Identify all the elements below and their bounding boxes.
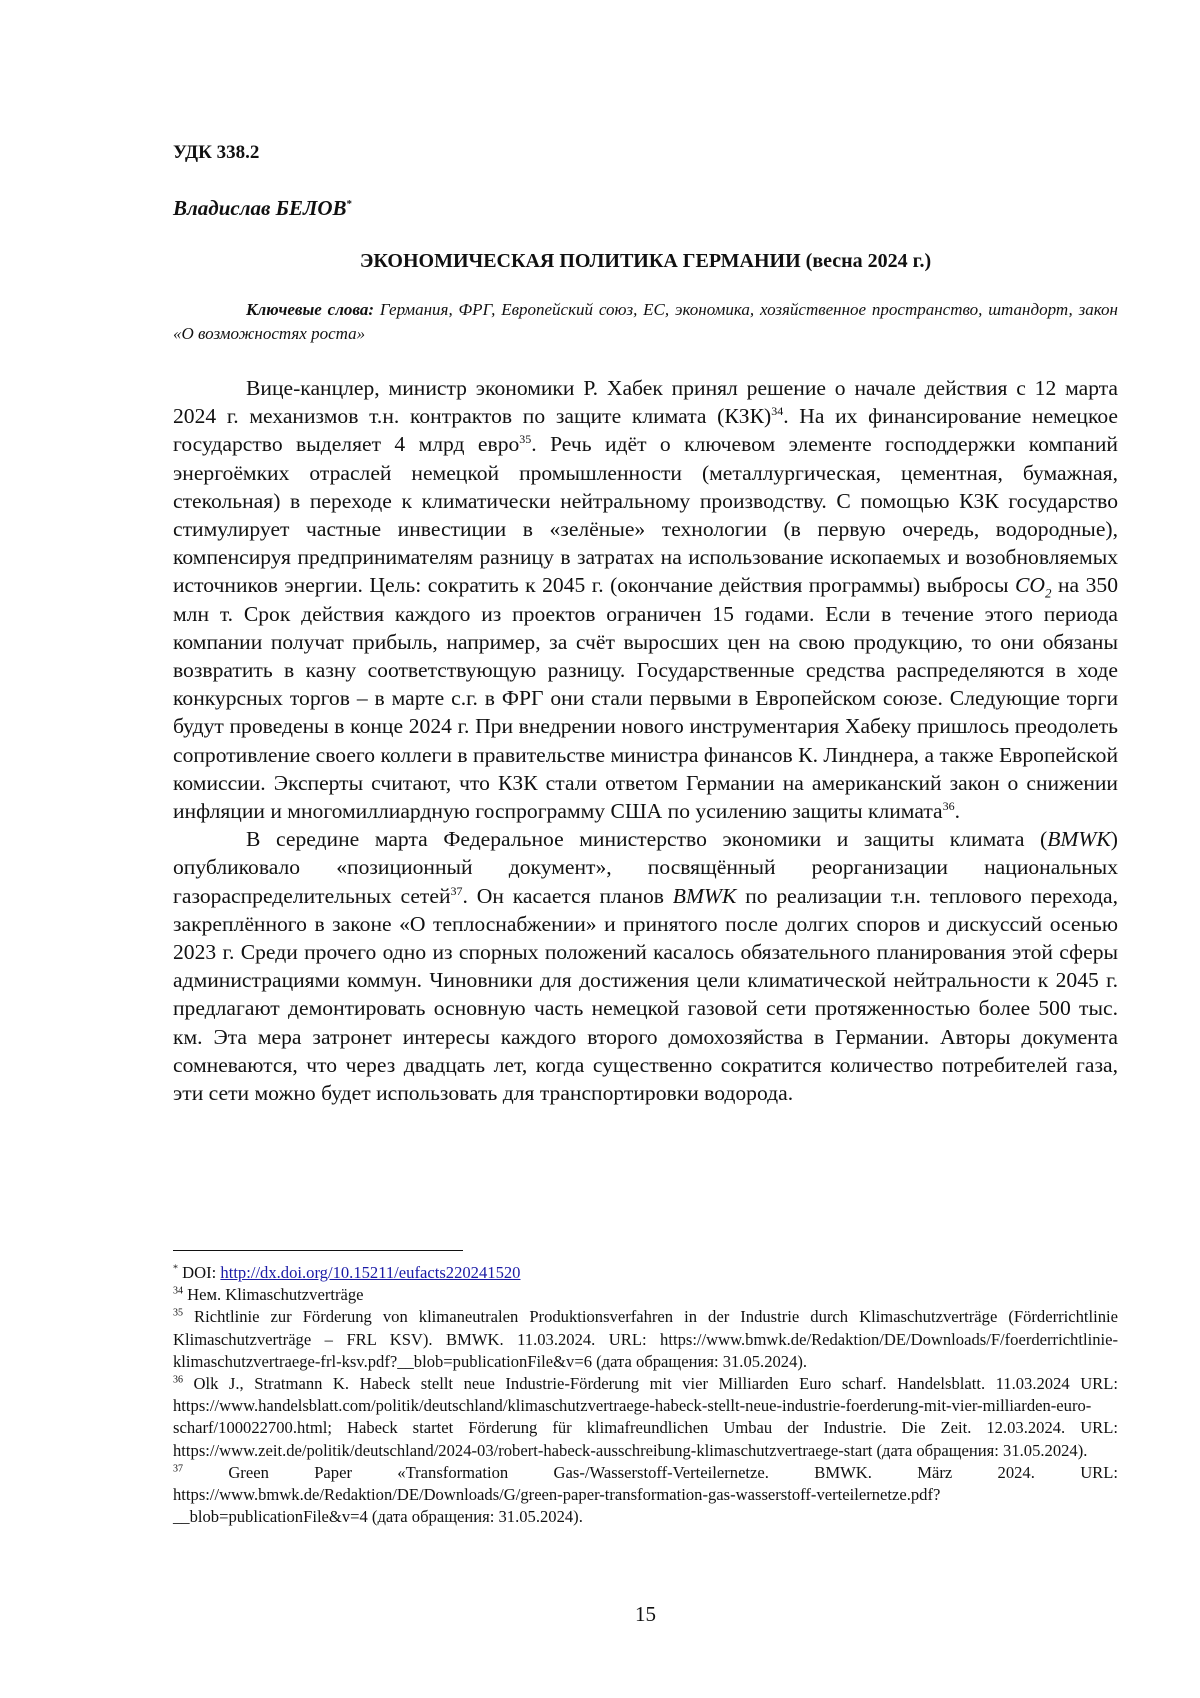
doi-link[interactable]: http://dx.doi.org/10.15211/eufacts220241520 [220,1263,521,1282]
paragraph-2 [173,825,1118,1107]
keywords [173,298,1118,346]
footnote-doi [173,1262,1118,1284]
co2-subscript: 2 [1045,585,1052,601]
p2-text-a: В середине марта Федеральное министерство экономики и защиты климата ( [246,827,1048,852]
p1-text-b: . На их финансирование немецкое государство выделяет 4 млрд евро [173,404,1118,457]
keywords-label: Ключевые слова: [246,300,375,319]
footnote-divider [173,1250,463,1251]
page-number: 15 [635,1602,656,1626]
doi-label: DOI: [178,1263,221,1282]
footnote-ref-35: 35 [519,432,532,447]
author-name [173,196,352,221]
bmwk-abbr: BMWK [672,883,737,908]
author-text: Владислав БЕЛОВ [173,196,347,220]
footnote-36 [173,1373,1118,1462]
footnote-37-mark: 37 [173,1463,183,1475]
p1-text-c: . Речь идёт о ключевом элементе господдержки компаний энергоёмких отраслей немецкой промышленности (металлургическая, цементная, бумажная, стекольная) в переходе к климатически нейтральному производству. С помощью КЗК государство стимулирует частные инвестиции в «зелёные» технологии (в первую очередь, водородные), компенсируя предпринимателям разницу в затратах на использование ископаемых и возобновляемых источников энергии. Цель: сократить к 2045 г. (окончание действия программы) выбросы [173,432,1118,598]
p1-text-e: . [954,799,961,824]
co2-symbol: CO [1015,573,1046,598]
footnote-36-text: Olk J., Stratmann K. Habeck stellt neue Industrie-Förderung mit vier Milliarden Euro scharf. Handelsblatt. 11.03.2024 URL: https://www.handelsblatt.com/politik/deutschland/klimaschutzvertraege-habeck-stellt-neue-industrie-foerderung-mit-vier-milliarden-euro-scharf/100022700.html; Habeck startet Förderung für klimafreundlichen Umbau der Industrie. Die Zeit. 12.03.2024. URL: https://www.zeit.de/politik/deutschland/2024-03/robert-habeck-ausschreibung-klimaschutzvertraege-start (дата обращения: 31.05.2024). [173,1374,1118,1460]
footnote-35-mark: 35 [173,1307,183,1319]
doi-mark: * [173,1263,178,1275]
p2-text-c: . Он касается планов [462,883,673,908]
footnote-34-mark: 34 [173,1285,183,1297]
p2-text-d: по реализации т.н. теплового перехода, закреплённого в законе «О теплоснабжении» и принятого после долгих споров и дискуссий осенью 2023 г. Среди прочего одно из спорных положений касалось обязательного планирования этой сферы администрациями коммун. Чиновники для достижения цели климатической нейтральности к 2045 г. предлагают демонтировать основную часть немецкой газовой сети протяженностью более 500 тыс. км. Эта мера затронет интересы каждого второго домохозяйства в Германии. Авторы документа сомневаются, что через двадцать лет, когда существенно сократится количество потребителей газа, эти сети можно будет использовать для транспортировки водорода. [173,883,1119,1106]
footnote-34-text: Нем. Klimaschutzverträge [183,1285,364,1305]
author-footnote-mark: * [346,198,353,210]
p1-text-a: Вице-канцлер, министр экономики Р. Хабек принял решение о начале действия с 12 марта 2024 г. механизмов т.н. контрактов по защите климата (КЗК) [173,376,1118,429]
footnote-34 [173,1284,1118,1306]
article-body [173,374,1118,1107]
footnote-37-text: Green Paper «Transformation Gas-/Wasserstoff-Verteilernetze. BMWK. März 2024. URL: https://www.bmwk.de/Redaktion/DE/Downloads/G/green-paper-transformation-gas-wasserstoff-verteilernetze.pdf?__blob=publicationFile&v=4 (дата обращения: 31.05.2024). [173,1462,1118,1527]
keywords-text: Германия, ФРГ, Европейский союз, ЕС, экономика, хозяйственное пространство, штандорт, закон «О возможностях роста» [173,300,1118,343]
footnote-37 [173,1462,1118,1529]
p1-text-d: на 350 млн т. Срок действия каждого из проектов ограничен 15 годами. Если в течение этого периода компании получат прибыль, например, за счёт выросших цен на свою продукцию, то они обязаны возвратить в казну соответствующую разницу. Государственные средства распределяются в ходе конкурсных торгов – в марте с.г. в ФРГ они стали первыми в Европейском союзе. Следующие торги будут проведены в конце 2024 г. При внедрении нового инструментария Хабеку пришлось преодолеть сопротивление своего коллеги в правительстве министра финансов К. Линднера, а также Европейской комиссии. Эксперты считают, что КЗК стали ответом Германии на американский закон о снижении инфляции и многомиллиардную госпрограмму США по усилению защиты климата [173,573,1118,824]
co2-formula [1015,573,1052,601]
paragraph-1 [173,374,1118,825]
bmwk-abbr: BMWK [1047,827,1111,852]
footnote-35-text: Richtlinie zur Förderung von klimaneutralen Produktionsverfahren in der Industrie durch Klimaschutzverträge (Förderrichtlinie Klimaschutzverträge – FRL KSV). BMWK. 11.03.2024. URL: https://www.bmwk.de/Redaktion/DE/Downloads/F/foerderrichtlinie-klimaschutzvertraege-frl-ksv.pdf?__blob=publicationFile&v=6 (дата обращения: 31.05.2024). [173,1307,1118,1371]
footnote-ref-37: 37 [450,883,463,898]
footnote-36-mark: 36 [173,1374,183,1386]
footnote-ref-34: 34 [771,404,784,419]
p2-text-b: ) опубликовало «позиционный документ», посвящённый реорганизации национальных газораспределительных сетей [173,827,1118,908]
footnote-ref-36: 36 [942,798,955,813]
footnote-35 [173,1306,1118,1373]
udk-code: УДК 338.2 [173,142,260,163]
article-title: ЭКОНОМИЧЕСКАЯ ПОЛИТИКА ГЕРМАНИИ (весна 2024 г.) [359,250,932,272]
footnotes [173,1262,1118,1528]
